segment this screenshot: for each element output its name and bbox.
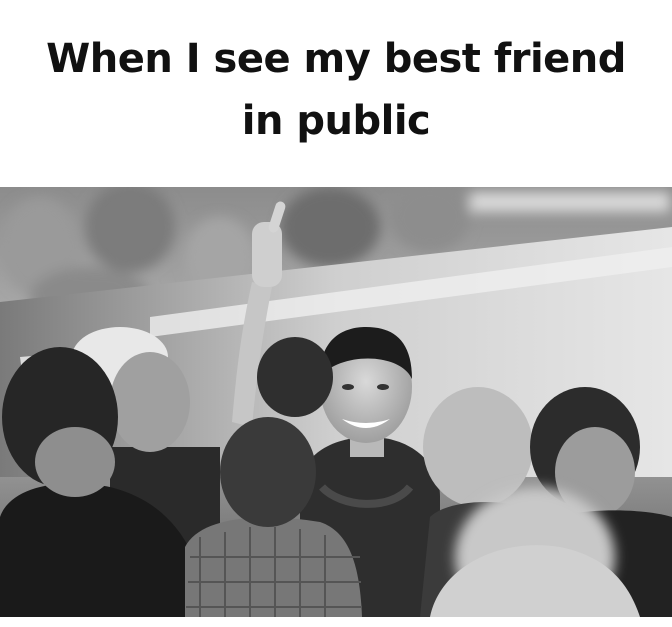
caption-line-2: in public — [241, 98, 431, 144]
caption-line-1: When I see my best friend — [46, 36, 626, 82]
meme-caption — [0, 28, 672, 168]
crowd-photo — [0, 187, 672, 617]
crowd-photo-illustration — [0, 187, 672, 617]
